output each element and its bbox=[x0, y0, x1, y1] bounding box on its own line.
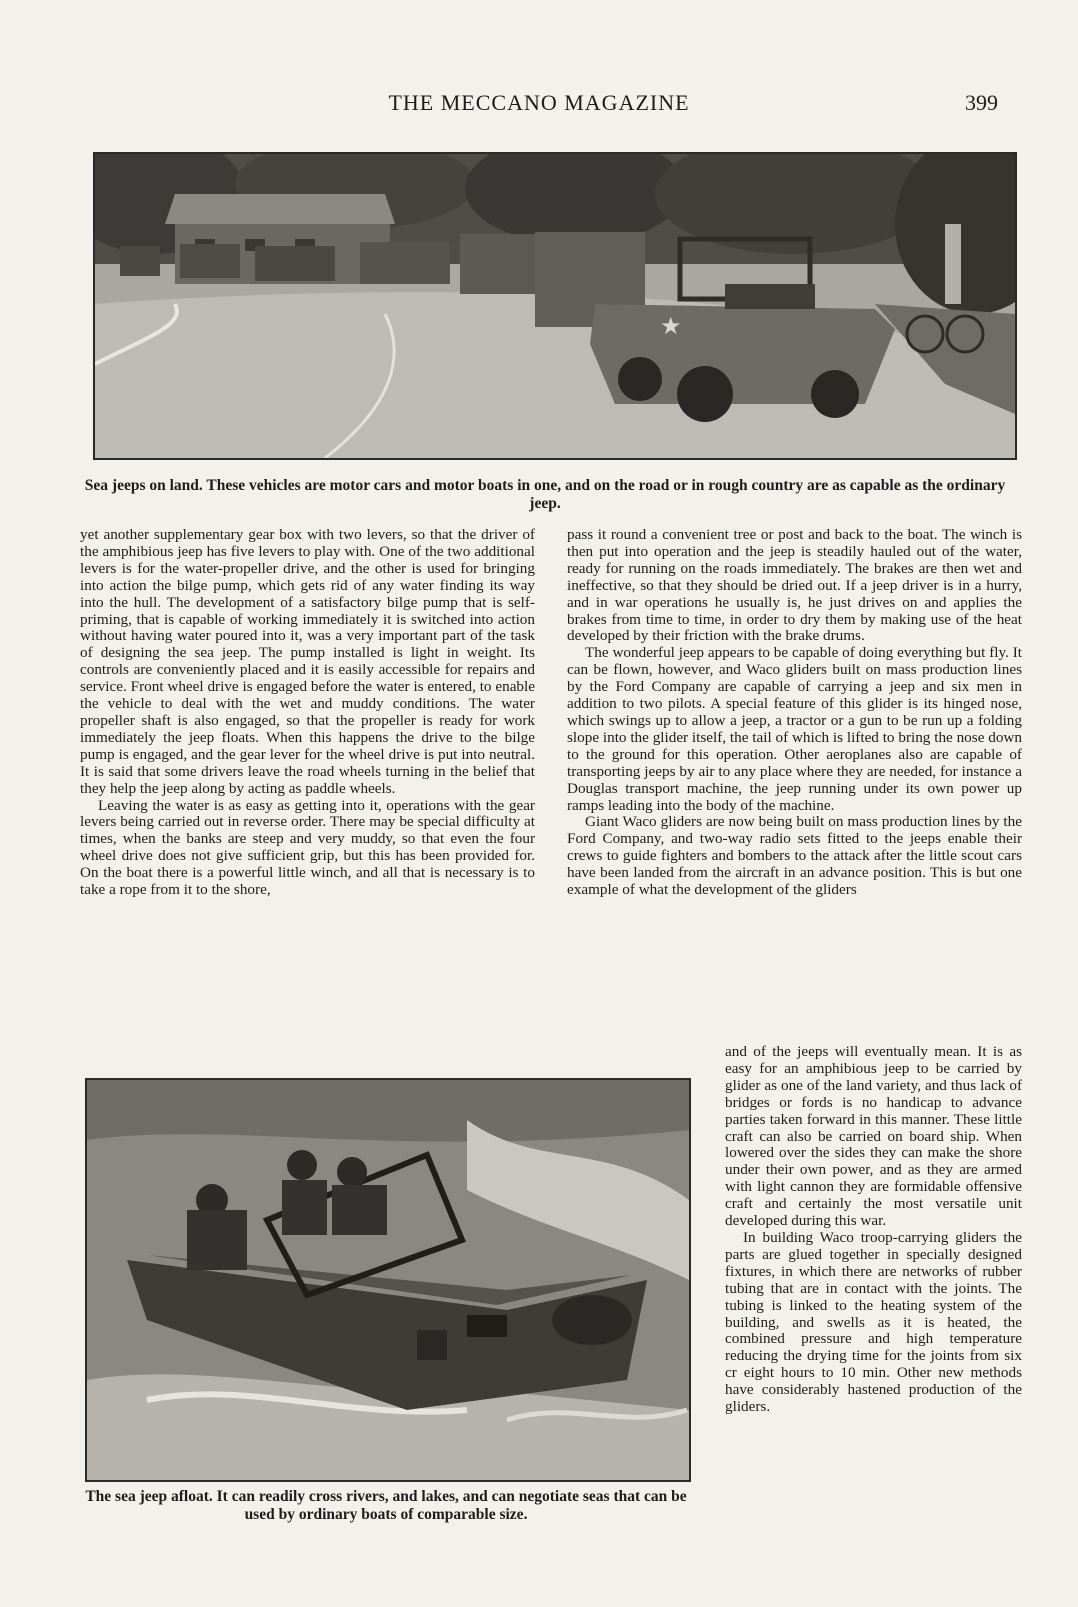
sea-jeep-afloat-image bbox=[87, 1080, 689, 1480]
right-column bbox=[567, 527, 1022, 899]
right-paragraph-3: Giant Waco gliders are now being built on mass production lines by the Ford Company, and two-way radio sets fitted to the jeeps enable their crews to guide fighters and bombers to the attack after the little scout cars have been landed from the aircraft in an advance position. This is but one example of what the development of the gliders bbox=[567, 813, 1022, 899]
narrow-paragraph-1: and of the jeeps will eventually mean. It is as easy for an amphibious jeep to be carried by glider as one of the land variety, and thus lack of bridges or fords is no handicap to advance parties taken forward in this manner. These little craft can also be carried on board ship. When lowered over the sides they can make the shore under their own power, and as they are armed with light cannon they are formidable offensive craft and certainly the most versatile unit developed during this war. bbox=[725, 1043, 1022, 1230]
sea-jeeps-on-land-photo bbox=[93, 152, 1017, 460]
sea-jeeps-on-land-image bbox=[95, 154, 1015, 458]
left-paragraph-1: yet another supplementary gear box with two levers, so that the driver of the amphibious jeep has five levers to play with. One of the two additional levers is for the water-propeller drive, and the other is used for bringing into action the bilge pump, which gets rid of any water finding its way into the hull. The development of a satisfactory bilge pump that is self-priming, that is capable of working immediately it is switched into action without having water poured into it, was a very important part of the task of designing the sea jeep. The pump installed is light in weight. Its controls are conveniently placed and it is easily accessible for repairs and service. Front wheel drive is engaged before the water is entered, to enable the vehicle to deal with the wet and muddy conditions. The water propeller shaft is also engaged, so that the propeller is ready for work immediately the jeep floats. When this happens the drive to the bilge pump is engaged, and the gear lever for the wheel drive is put into neutral. It is said that some drivers leave the road wheels turning in the belief that they help the jeep along by acting as paddle wheels. bbox=[80, 526, 535, 797]
top-photo-caption: Sea jeeps on land. These vehicles are motor cars and motor boats in one, and on the road or in rough country are as capable as the ordinary jeep. bbox=[84, 477, 1006, 512]
narrow-column bbox=[725, 1044, 1022, 1416]
right-paragraph-1: pass it round a convenient tree or post and back to the boat. The winch is then put into operation and the jeep is steadily hauled out of the water, ready for running on the roads immediately. The brakes are then wet and ineffective, so that they should be dried out. If a jeep driver is in a hurry, and in war operations he usually is, he just drives on and applies the brakes from time to time, in order to dry them by making use of the heat developed by their friction with the brake drums. bbox=[567, 526, 1022, 645]
running-head bbox=[0, 90, 1078, 118]
narrow-paragraph-2: In building Waco troop-carrying gliders the parts are glued together in specially designed fixtures, in which there are networks of rubber tubing that are in contact with the joints. The tubing is linked to the heating system of the building, and swells as it is heated, the combined pressure and high temperature reducing the drying time for the joints from six cr eight hours to 10 min. Other new methods have considerably hastened production of the gliders. bbox=[725, 1228, 1022, 1416]
magazine-title: THE MECCANO MAGAZINE bbox=[388, 90, 690, 115]
left-column bbox=[80, 527, 535, 899]
page-number: 399 bbox=[965, 90, 998, 115]
bottom-photo-caption: The sea jeep afloat. It can readily cross rivers, and lakes, and can negotiate seas that can be used by ordinary boats of comparable size. bbox=[85, 1488, 687, 1523]
left-paragraph-2: Leaving the water is as easy as getting into it, operations with the gear levers being carried out in reverse order. There may be special difficulty at times, when the banks are steep and very muddy, so that even the four wheel drive does not give sufficient grip, but this has been provided for. On the boat there is a powerful little winch, and all that is necessary is to take a rope from it to the shore, bbox=[80, 796, 535, 899]
sea-jeep-afloat-photo bbox=[85, 1078, 691, 1482]
right-paragraph-2: The wonderful jeep appears to be capable of doing everything but fly. It can be flown, however, and Waco gliders built on mass production lines by the Ford Company are capable of carrying a jeep and six men in addition to two pilots. A special feature of this glider is its hinged nose, which swings up to allow a jeep, a tractor or a gun to be run up a folding slope into the glider itself, the tail of which is lifted to bring the nose down to the ground for this operation. Other aeroplanes also are capable of transporting jeeps by air to any place where they are needed, for instance a Douglas transport machine, the jeep running under its own power up ramps leading into the body of the machine. bbox=[567, 644, 1022, 814]
svg-text:★: ★ bbox=[660, 313, 682, 340]
